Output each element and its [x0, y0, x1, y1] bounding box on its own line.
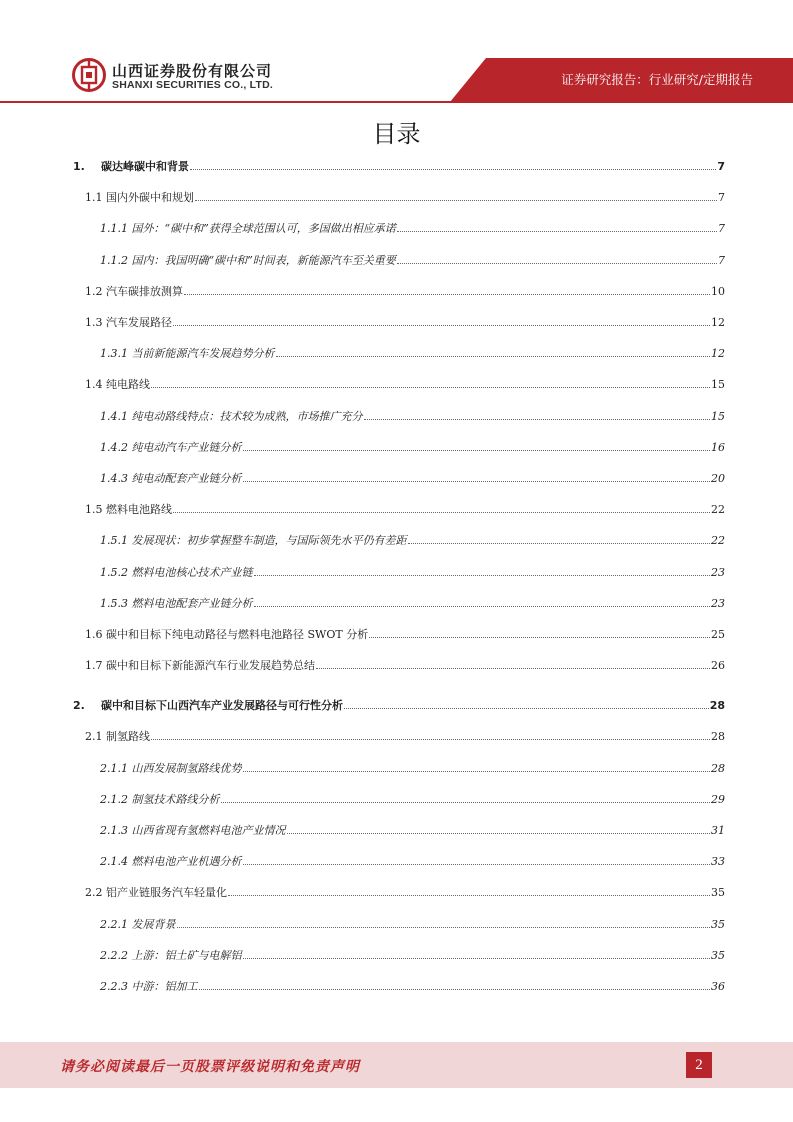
toc-entry-number: 2.2 [85, 886, 103, 900]
toc-entry-page: 36 [711, 980, 725, 993]
toc-leader-dots [243, 864, 711, 865]
toc-leader-dots [177, 927, 711, 928]
toc-entry[interactable] [73, 378, 725, 392]
toc-entry-number: 1.7 [85, 659, 103, 673]
toc-entry[interactable] [73, 503, 725, 517]
toc-entry-page: 16 [711, 440, 725, 454]
toc-leader-dots [344, 708, 709, 709]
toc-entry-label [73, 699, 343, 713]
toc-entry-label [73, 160, 189, 174]
toc-entry-title: 碳中和目标下山西汽车产业发展路径与可行性分析 [101, 699, 343, 713]
toc-entry-number: 1.5.1 [100, 534, 128, 548]
toc-entry-page: 35 [711, 917, 725, 931]
toc-leader-dots [151, 387, 710, 388]
toc-entry[interactable] [73, 441, 725, 455]
toc-entry-title: 汽车碳排放测算 [106, 284, 183, 298]
toc-entry[interactable] [73, 254, 725, 268]
toc-entry-title: 铝产业链服务汽车轻量化 [106, 886, 227, 900]
toc-entry-title: 制氢技术路线分析 [131, 792, 220, 806]
toc-entry[interactable] [73, 285, 725, 299]
toc-entry-title: 纯电动汽车产业链分析 [131, 440, 242, 454]
header-divider [0, 101, 793, 103]
page-title: 目录 [372, 120, 421, 148]
toc-entry-label [85, 316, 172, 330]
toc-leader-dots [254, 575, 711, 576]
toc-entry-title: 碳达峰碳中和背景 [101, 160, 189, 173]
toc-entry-number: 2.1.1 [100, 761, 128, 775]
toc-entry-number: 1.2 [85, 284, 103, 298]
toc-entry-title: 中游：铝加工 [131, 980, 198, 993]
toc-entry-label [100, 918, 176, 932]
toc-entry-label [100, 793, 220, 807]
toc-leader-dots [243, 450, 711, 451]
toc-entry-number: 1.1.2 [100, 253, 128, 267]
toc-entry-page: 22 [711, 503, 725, 517]
toc-entry[interactable] [73, 597, 725, 611]
toc-entry-label [100, 534, 407, 548]
toc-leader-dots [190, 169, 716, 170]
toc-entry-page: 35 [711, 886, 725, 900]
toc-entry-label [100, 824, 286, 838]
toc-entry-page: 25 [711, 628, 725, 641]
toc-entry-label [85, 191, 194, 205]
toc-entry-page: 7 [718, 191, 725, 205]
toc-leader-dots [287, 833, 711, 834]
toc-entry-number: 2.2.3 [100, 980, 128, 993]
toc-entry[interactable] [73, 410, 725, 424]
toc-entry-page: 29 [711, 792, 725, 806]
toc-entry-page: 33 [711, 855, 725, 869]
disclaimer-note: 请务必阅读最后一页股票评级说明和免责声明 [60, 1059, 360, 1075]
toc-entry-label [85, 503, 172, 517]
toc-entry-title: 发展背景 [131, 917, 176, 931]
toc-entry-number: 1.4.3 [100, 472, 128, 485]
page-header [0, 0, 793, 104]
toc-entry-number: 1.1 [85, 191, 103, 205]
toc-entry-title: 国内：我国明确“碳中和”时间表，新能源汽车至关重要 [131, 253, 396, 267]
toc-entry-number: 2.1.3 [100, 824, 128, 837]
toc-leader-dots [173, 325, 710, 326]
toc-entry-number: 1.6 [85, 628, 103, 641]
toc-entry-number: 1. [73, 160, 85, 173]
toc-entry[interactable] [73, 762, 725, 776]
toc-leader-dots [397, 231, 717, 232]
toc-entry-label [85, 628, 368, 642]
company-name-cn: 山西证券股份有限公司 [112, 62, 273, 80]
toc-entry[interactable] [73, 918, 725, 932]
toc-entry-title: 燃料电池配套产业链分析 [131, 596, 253, 610]
toc-entry-title: 燃料电池路线 [106, 503, 172, 517]
toc-entry-title: 汽车发展路径 [106, 316, 172, 329]
toc-entry-title: 山西发展制氢路线优势 [131, 761, 242, 775]
toc-entry-title: 当前新能源汽车发展趋势分析 [131, 347, 275, 361]
toc-leader-dots [276, 356, 711, 357]
toc-entry-title: 纯电动配套产业链分析 [131, 472, 242, 485]
toc-entry-number: 1.5 [85, 503, 103, 517]
toc-entry-number: 1.3.1 [100, 347, 128, 361]
toc-entry-number: 2.2.2 [100, 948, 128, 962]
toc-entry[interactable] [73, 628, 725, 642]
report-type-label: 证券研究报告：行业研究/定期报告 [561, 72, 753, 87]
toc-entry-page: 7 [717, 160, 725, 173]
toc-entry-label [100, 597, 253, 611]
toc-entry[interactable] [73, 980, 725, 994]
company-name-en: SHANXI SECURITIES CO., LTD. [112, 79, 273, 91]
toc-entry-label [85, 730, 150, 744]
toc-entry[interactable] [73, 222, 725, 236]
toc-entry-number: 1.4.1 [100, 409, 128, 423]
toc-entry-label [100, 441, 242, 455]
toc-entry-page: 28 [709, 699, 725, 713]
toc-entry-label [100, 472, 242, 486]
toc-entry[interactable] [73, 191, 725, 205]
toc-entry-label [100, 254, 396, 268]
toc-entry-title: 碳中和目标下新能源汽车行业发展趋势总结 [106, 659, 315, 673]
toc-entry-number: 1.5.3 [100, 596, 128, 610]
toc-leader-dots [369, 637, 710, 638]
toc-entry-number: 1.3 [85, 316, 103, 329]
toc-leader-dots [316, 668, 710, 669]
toc-entry-title: 纯电动路线特点：技术较为成熟，市场推广充分 [131, 409, 363, 423]
toc-entry-number: 1.4.2 [100, 440, 128, 454]
toc-leader-dots [195, 200, 717, 201]
toc-entry-number: 2.2.1 [100, 917, 128, 931]
toc-entry-label [100, 980, 198, 994]
toc-entry[interactable] [73, 824, 725, 838]
toc-entry-label [85, 285, 183, 299]
toc-entry-page: 7 [718, 222, 725, 236]
toc-entry-page: 7 [718, 253, 725, 267]
toc-entry[interactable] [73, 886, 725, 900]
toc-leader-dots [243, 958, 711, 959]
toc-entry-page: 15 [711, 409, 725, 423]
toc-entry-page: 31 [711, 824, 725, 837]
toc-leader-dots [173, 512, 710, 513]
toc-entry-page: 20 [711, 472, 725, 485]
company-logo-icon [72, 58, 106, 92]
toc-entry-label [100, 855, 242, 869]
toc-entry[interactable] [73, 949, 725, 963]
toc-leader-dots [243, 481, 711, 482]
toc-entry-page: 35 [711, 948, 725, 962]
toc-entry-page: 23 [711, 565, 725, 579]
toc-entry-title: 国内外碳中和规划 [106, 191, 194, 205]
toc-entry-label [100, 566, 253, 580]
toc-entry-label [100, 949, 242, 963]
toc-entry-label [100, 762, 242, 776]
toc-entry-page: 12 [711, 347, 725, 361]
toc-entry-title: 制氢路线 [106, 730, 150, 744]
toc-entry[interactable] [73, 793, 725, 807]
page-number: 2 [686, 1052, 712, 1078]
toc-leader-dots [243, 771, 711, 772]
toc-entry-label [100, 347, 275, 361]
toc-entry-title: 国外：“碳中和”获得全球范围认可，多国做出相应承诺 [131, 222, 396, 236]
toc-entry-title: 山西省现有氢燃料电池产业情况 [131, 824, 286, 837]
toc-entry-title: 发展现状：初步掌握整车制造，与国际领先水平仍有差距 [131, 534, 407, 548]
toc-entry[interactable] [73, 566, 725, 580]
toc-entry-title: 纯电路线 [106, 378, 150, 392]
toc-leader-dots [364, 419, 711, 420]
toc-entry-label [85, 659, 315, 673]
toc-entry-number: 1.1.1 [100, 222, 128, 236]
toc-entry-title: 燃料电池核心技术产业链 [131, 565, 253, 579]
toc-entry[interactable] [73, 472, 725, 486]
toc-entry[interactable] [73, 659, 725, 673]
toc-entry-label [85, 886, 227, 900]
toc-entry[interactable] [73, 855, 725, 869]
toc-leader-dots [228, 895, 710, 896]
toc-entry-number: 2. [73, 699, 85, 713]
toc-leader-dots [199, 989, 711, 990]
toc-entry-page: 10 [711, 284, 725, 298]
toc-entry-title: 燃料电池产业机遇分析 [131, 855, 242, 869]
toc-entry-number: 2.1.4 [100, 855, 128, 869]
toc-entry[interactable] [73, 730, 725, 744]
toc-entry[interactable] [73, 699, 725, 713]
toc-entry-page: 22 [711, 534, 725, 548]
toc-entry-number: 1.5.2 [100, 565, 128, 579]
toc-leader-dots [397, 263, 717, 264]
toc-entry-page: 12 [711, 316, 725, 329]
company-logo [72, 58, 312, 98]
toc-entry[interactable] [73, 534, 725, 548]
toc-entry[interactable] [73, 316, 725, 330]
toc-entry-page: 26 [711, 659, 725, 673]
toc-entry-number: 1.4 [85, 378, 103, 392]
toc-leader-dots [221, 802, 711, 803]
toc-entry-page: 23 [711, 596, 725, 610]
toc-entry-number: 2.1 [85, 730, 103, 744]
toc-entry-label [85, 378, 150, 392]
toc-entry-label [100, 222, 396, 236]
toc-entry-page: 15 [711, 378, 725, 392]
toc-entry-page: 28 [711, 761, 725, 775]
toc-leader-dots [184, 294, 710, 295]
toc-leader-dots [408, 543, 711, 544]
toc-leader-dots [151, 739, 710, 740]
toc-entry[interactable] [73, 347, 725, 361]
toc-entry-page: 28 [711, 730, 725, 744]
toc-entry-number: 2.1.2 [100, 792, 128, 806]
toc-leader-dots [254, 606, 711, 607]
toc-entry-label [100, 410, 363, 424]
toc-entry-title: 碳中和目标下纯电动路径与燃料电池路径 SWOT 分析 [106, 628, 369, 641]
toc-entry[interactable] [73, 160, 725, 174]
toc-entry-title: 上游：铝土矿与电解铝 [131, 948, 242, 962]
